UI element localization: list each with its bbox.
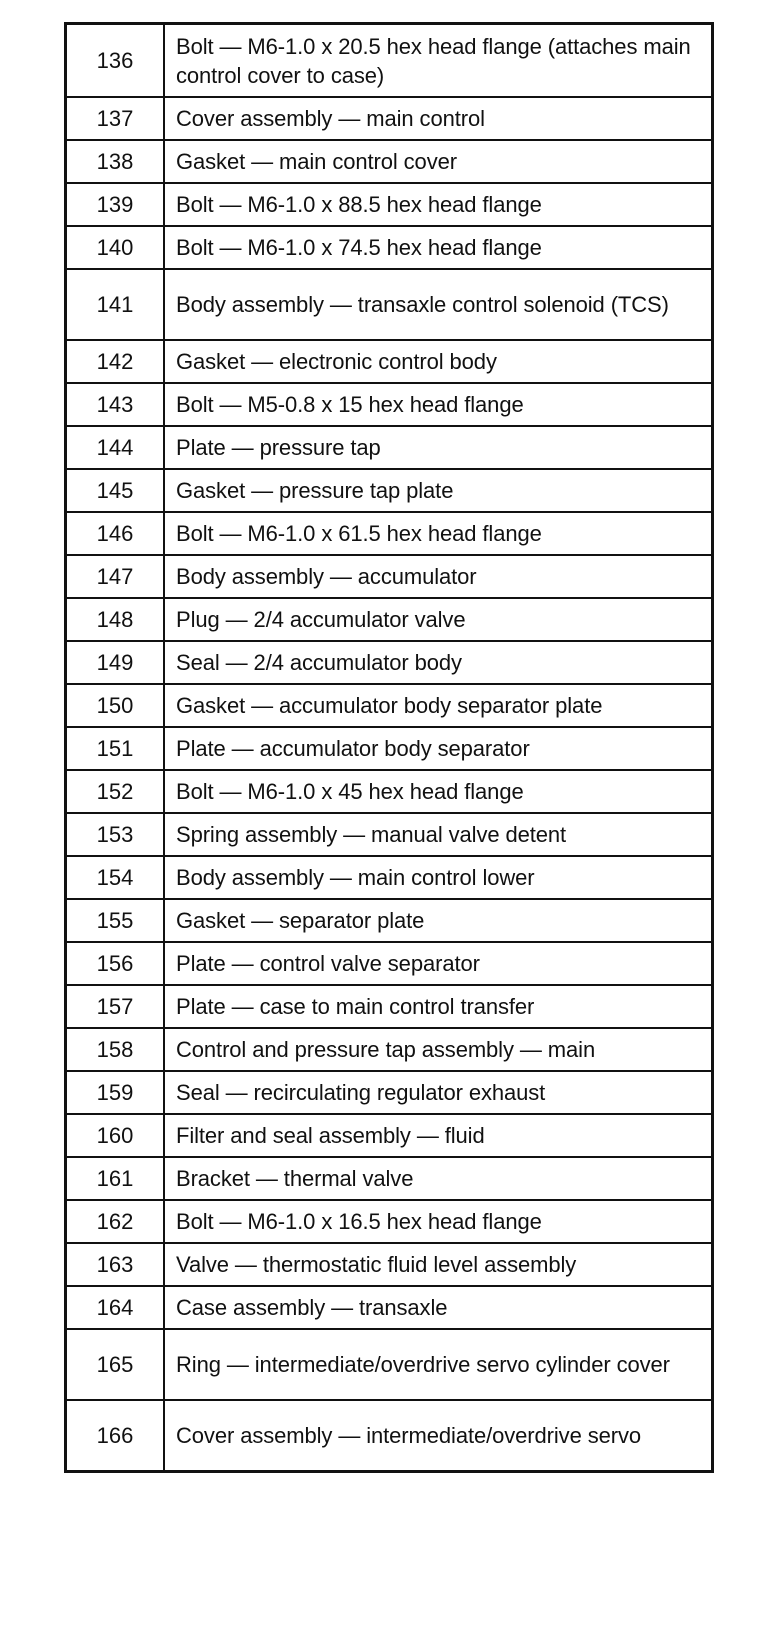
part-description: Body assembly — main control lower bbox=[164, 856, 713, 899]
table-row bbox=[66, 555, 713, 598]
parts-table bbox=[64, 22, 714, 1473]
part-description: Case assembly — transaxle bbox=[164, 1286, 713, 1329]
part-number: 163 bbox=[66, 1243, 165, 1286]
part-number: 147 bbox=[66, 555, 165, 598]
table-row bbox=[66, 1157, 713, 1200]
part-number: 153 bbox=[66, 813, 165, 856]
part-description: Seal — recirculating regulator exhaust bbox=[164, 1071, 713, 1114]
table-row bbox=[66, 340, 713, 383]
part-number: 159 bbox=[66, 1071, 165, 1114]
table-row bbox=[66, 684, 713, 727]
part-description: Bolt — M6-1.0 x 16.5 hex head flange bbox=[164, 1200, 713, 1243]
part-number: 155 bbox=[66, 899, 165, 942]
part-number: 137 bbox=[66, 97, 165, 140]
part-number: 139 bbox=[66, 183, 165, 226]
parts-table-body bbox=[66, 24, 713, 1472]
table-row bbox=[66, 426, 713, 469]
table-row bbox=[66, 97, 713, 140]
table-row bbox=[66, 856, 713, 899]
part-description: Plate — control valve separator bbox=[164, 942, 713, 985]
part-description: Gasket — electronic control body bbox=[164, 340, 713, 383]
table-row bbox=[66, 598, 713, 641]
part-number: 143 bbox=[66, 383, 165, 426]
part-description: Plate — accumulator body separator bbox=[164, 727, 713, 770]
table-row bbox=[66, 727, 713, 770]
table-row bbox=[66, 942, 713, 985]
part-description: Valve — thermostatic fluid level assembly bbox=[164, 1243, 713, 1286]
part-number: 151 bbox=[66, 727, 165, 770]
part-description: Cover assembly — intermediate/overdrive servo bbox=[164, 1400, 713, 1472]
table-row bbox=[66, 226, 713, 269]
part-description: Gasket — separator plate bbox=[164, 899, 713, 942]
part-description: Spring assembly — manual valve detent bbox=[164, 813, 713, 856]
part-description: Body assembly — accumulator bbox=[164, 555, 713, 598]
table-row bbox=[66, 269, 713, 340]
table-row bbox=[66, 512, 713, 555]
part-number: 166 bbox=[66, 1400, 165, 1472]
part-number: 148 bbox=[66, 598, 165, 641]
part-number: 162 bbox=[66, 1200, 165, 1243]
part-description: Gasket — accumulator body separator plate bbox=[164, 684, 713, 727]
part-description: Bolt — M6-1.0 x 45 hex head flange bbox=[164, 770, 713, 813]
part-description: Cover assembly — main control bbox=[164, 97, 713, 140]
table-row bbox=[66, 1028, 713, 1071]
part-number: 136 bbox=[66, 24, 165, 98]
part-description: Seal — 2/4 accumulator body bbox=[164, 641, 713, 684]
table-row bbox=[66, 1071, 713, 1114]
part-description: Plug — 2/4 accumulator valve bbox=[164, 598, 713, 641]
part-number: 154 bbox=[66, 856, 165, 899]
part-description: Gasket — main control cover bbox=[164, 140, 713, 183]
part-description: Filter and seal assembly — fluid bbox=[164, 1114, 713, 1157]
part-number: 152 bbox=[66, 770, 165, 813]
part-number: 140 bbox=[66, 226, 165, 269]
part-number: 164 bbox=[66, 1286, 165, 1329]
table-row bbox=[66, 1400, 713, 1472]
part-description: Bolt — M6-1.0 x 88.5 hex head flange bbox=[164, 183, 713, 226]
part-description: Control and pressure tap assembly — main bbox=[164, 1028, 713, 1071]
table-row bbox=[66, 183, 713, 226]
table-row bbox=[66, 1286, 713, 1329]
table-row bbox=[66, 1114, 713, 1157]
table-row bbox=[66, 985, 713, 1028]
part-description: Plate — case to main control transfer bbox=[164, 985, 713, 1028]
table-row bbox=[66, 1200, 713, 1243]
part-number: 145 bbox=[66, 469, 165, 512]
part-number: 146 bbox=[66, 512, 165, 555]
table-row bbox=[66, 641, 713, 684]
part-description: Bolt — M5-0.8 x 15 hex head flange bbox=[164, 383, 713, 426]
part-number: 150 bbox=[66, 684, 165, 727]
table-row bbox=[66, 24, 713, 98]
part-number: 158 bbox=[66, 1028, 165, 1071]
part-description: Bolt — M6-1.0 x 20.5 hex head flange (attaches main control cover to case) bbox=[164, 24, 713, 98]
part-number: 165 bbox=[66, 1329, 165, 1400]
table-row bbox=[66, 469, 713, 512]
part-number: 157 bbox=[66, 985, 165, 1028]
table-row bbox=[66, 899, 713, 942]
part-description: Plate — pressure tap bbox=[164, 426, 713, 469]
part-description: Ring — intermediate/overdrive servo cylinder cover bbox=[164, 1329, 713, 1400]
table-row bbox=[66, 140, 713, 183]
part-description: Bolt — M6-1.0 x 74.5 hex head flange bbox=[164, 226, 713, 269]
table-row bbox=[66, 383, 713, 426]
part-number: 160 bbox=[66, 1114, 165, 1157]
table-row bbox=[66, 1329, 713, 1400]
part-number: 161 bbox=[66, 1157, 165, 1200]
table-row bbox=[66, 1243, 713, 1286]
part-number: 156 bbox=[66, 942, 165, 985]
part-number: 138 bbox=[66, 140, 165, 183]
part-description: Bolt — M6-1.0 x 61.5 hex head flange bbox=[164, 512, 713, 555]
table-row bbox=[66, 813, 713, 856]
part-description: Body assembly — transaxle control solenoid (TCS) bbox=[164, 269, 713, 340]
part-description: Gasket — pressure tap plate bbox=[164, 469, 713, 512]
part-number: 144 bbox=[66, 426, 165, 469]
part-number: 142 bbox=[66, 340, 165, 383]
part-description: Bracket — thermal valve bbox=[164, 1157, 713, 1200]
part-number: 149 bbox=[66, 641, 165, 684]
part-number: 141 bbox=[66, 269, 165, 340]
table-row bbox=[66, 770, 713, 813]
